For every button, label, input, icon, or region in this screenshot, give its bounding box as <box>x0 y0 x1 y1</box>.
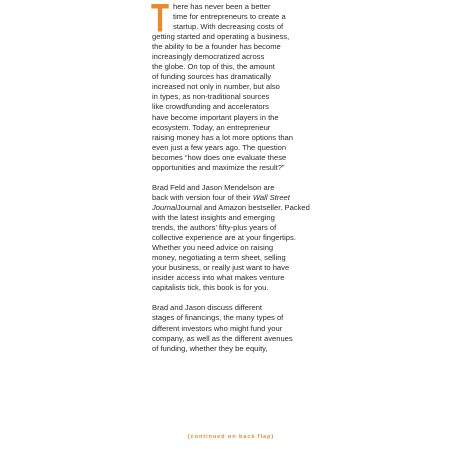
text-line-part: Journal and Amazon bestseller. Packed <box>176 202 310 212</box>
text-line: money, negotiating a term sheet, selling <box>152 253 286 263</box>
text-line: of funding sources has dramatically <box>152 72 272 82</box>
authors-paragraph <box>152 183 310 294</box>
text-line: Brad and Jason discuss different <box>152 303 263 313</box>
text-line: here has never been a better <box>173 2 271 11</box>
text-line: increased not only in number, but also <box>152 82 280 92</box>
text-line-part: back with version four of their <box>152 192 253 202</box>
italic-publication-name: Wall Street <box>252 192 290 202</box>
text-line <box>152 193 310 203</box>
text-line: Brad Feld and Jason Mendelson are <box>152 182 275 192</box>
text-line: Whether you need advice on raising <box>152 243 274 253</box>
text-line: insider access into what makes venture <box>152 273 285 283</box>
text-line: getting started and operating a business, <box>152 32 290 42</box>
text-line: have become important players in the <box>152 112 279 122</box>
text-line: the ability to be a founder has become <box>152 42 281 52</box>
text-line: with the latest insights and emerging <box>152 212 275 222</box>
text-line: of funding, whether they be equity, <box>152 343 268 353</box>
text-line: time for entrepreneurs to create a <box>173 12 286 22</box>
flap-copy-column <box>152 2 310 354</box>
text-line: capitalists tick, this book is for you. <box>152 283 269 293</box>
text-line: like crowdfunding and accelerators <box>152 102 269 112</box>
text-line: in types, as non-traditional sources <box>152 92 270 102</box>
text-line: opportunities and maximize the result?” <box>152 162 285 172</box>
text-line: company, as well as the different avenues <box>152 333 293 343</box>
text-line: the globe. On top of this, the amount <box>152 62 275 72</box>
text-line: ecosystem. Today, an entrepreneur <box>152 122 271 132</box>
topics-paragraph <box>152 303 310 353</box>
italic-publication-name: Journal <box>152 202 177 212</box>
dropcap-letter <box>151 0 169 41</box>
continued-note: (continued on back flap) <box>187 434 275 440</box>
text-line: your business, or really just want to have <box>152 263 290 273</box>
text-line: stages of financings, the many types of <box>152 313 284 323</box>
text-line: even just a few years ago. The question <box>152 142 287 152</box>
svg-text:T: T <box>151 0 169 41</box>
text-line: startup. With decreasing costs of <box>173 22 284 32</box>
text-line: trends, the authors’ fifty-plus years of <box>152 223 277 233</box>
intro-paragraph <box>152 2 310 173</box>
text-line: different investors who might fund your <box>152 323 283 333</box>
text-line: becomes “how does one evaluate these <box>152 152 287 162</box>
text-line: collective experience are at your fingertips. <box>152 233 296 243</box>
text-line: raising money has a lot more options than <box>152 132 293 142</box>
text-line <box>152 203 310 213</box>
text-line: increasingly democratized across <box>152 52 265 62</box>
